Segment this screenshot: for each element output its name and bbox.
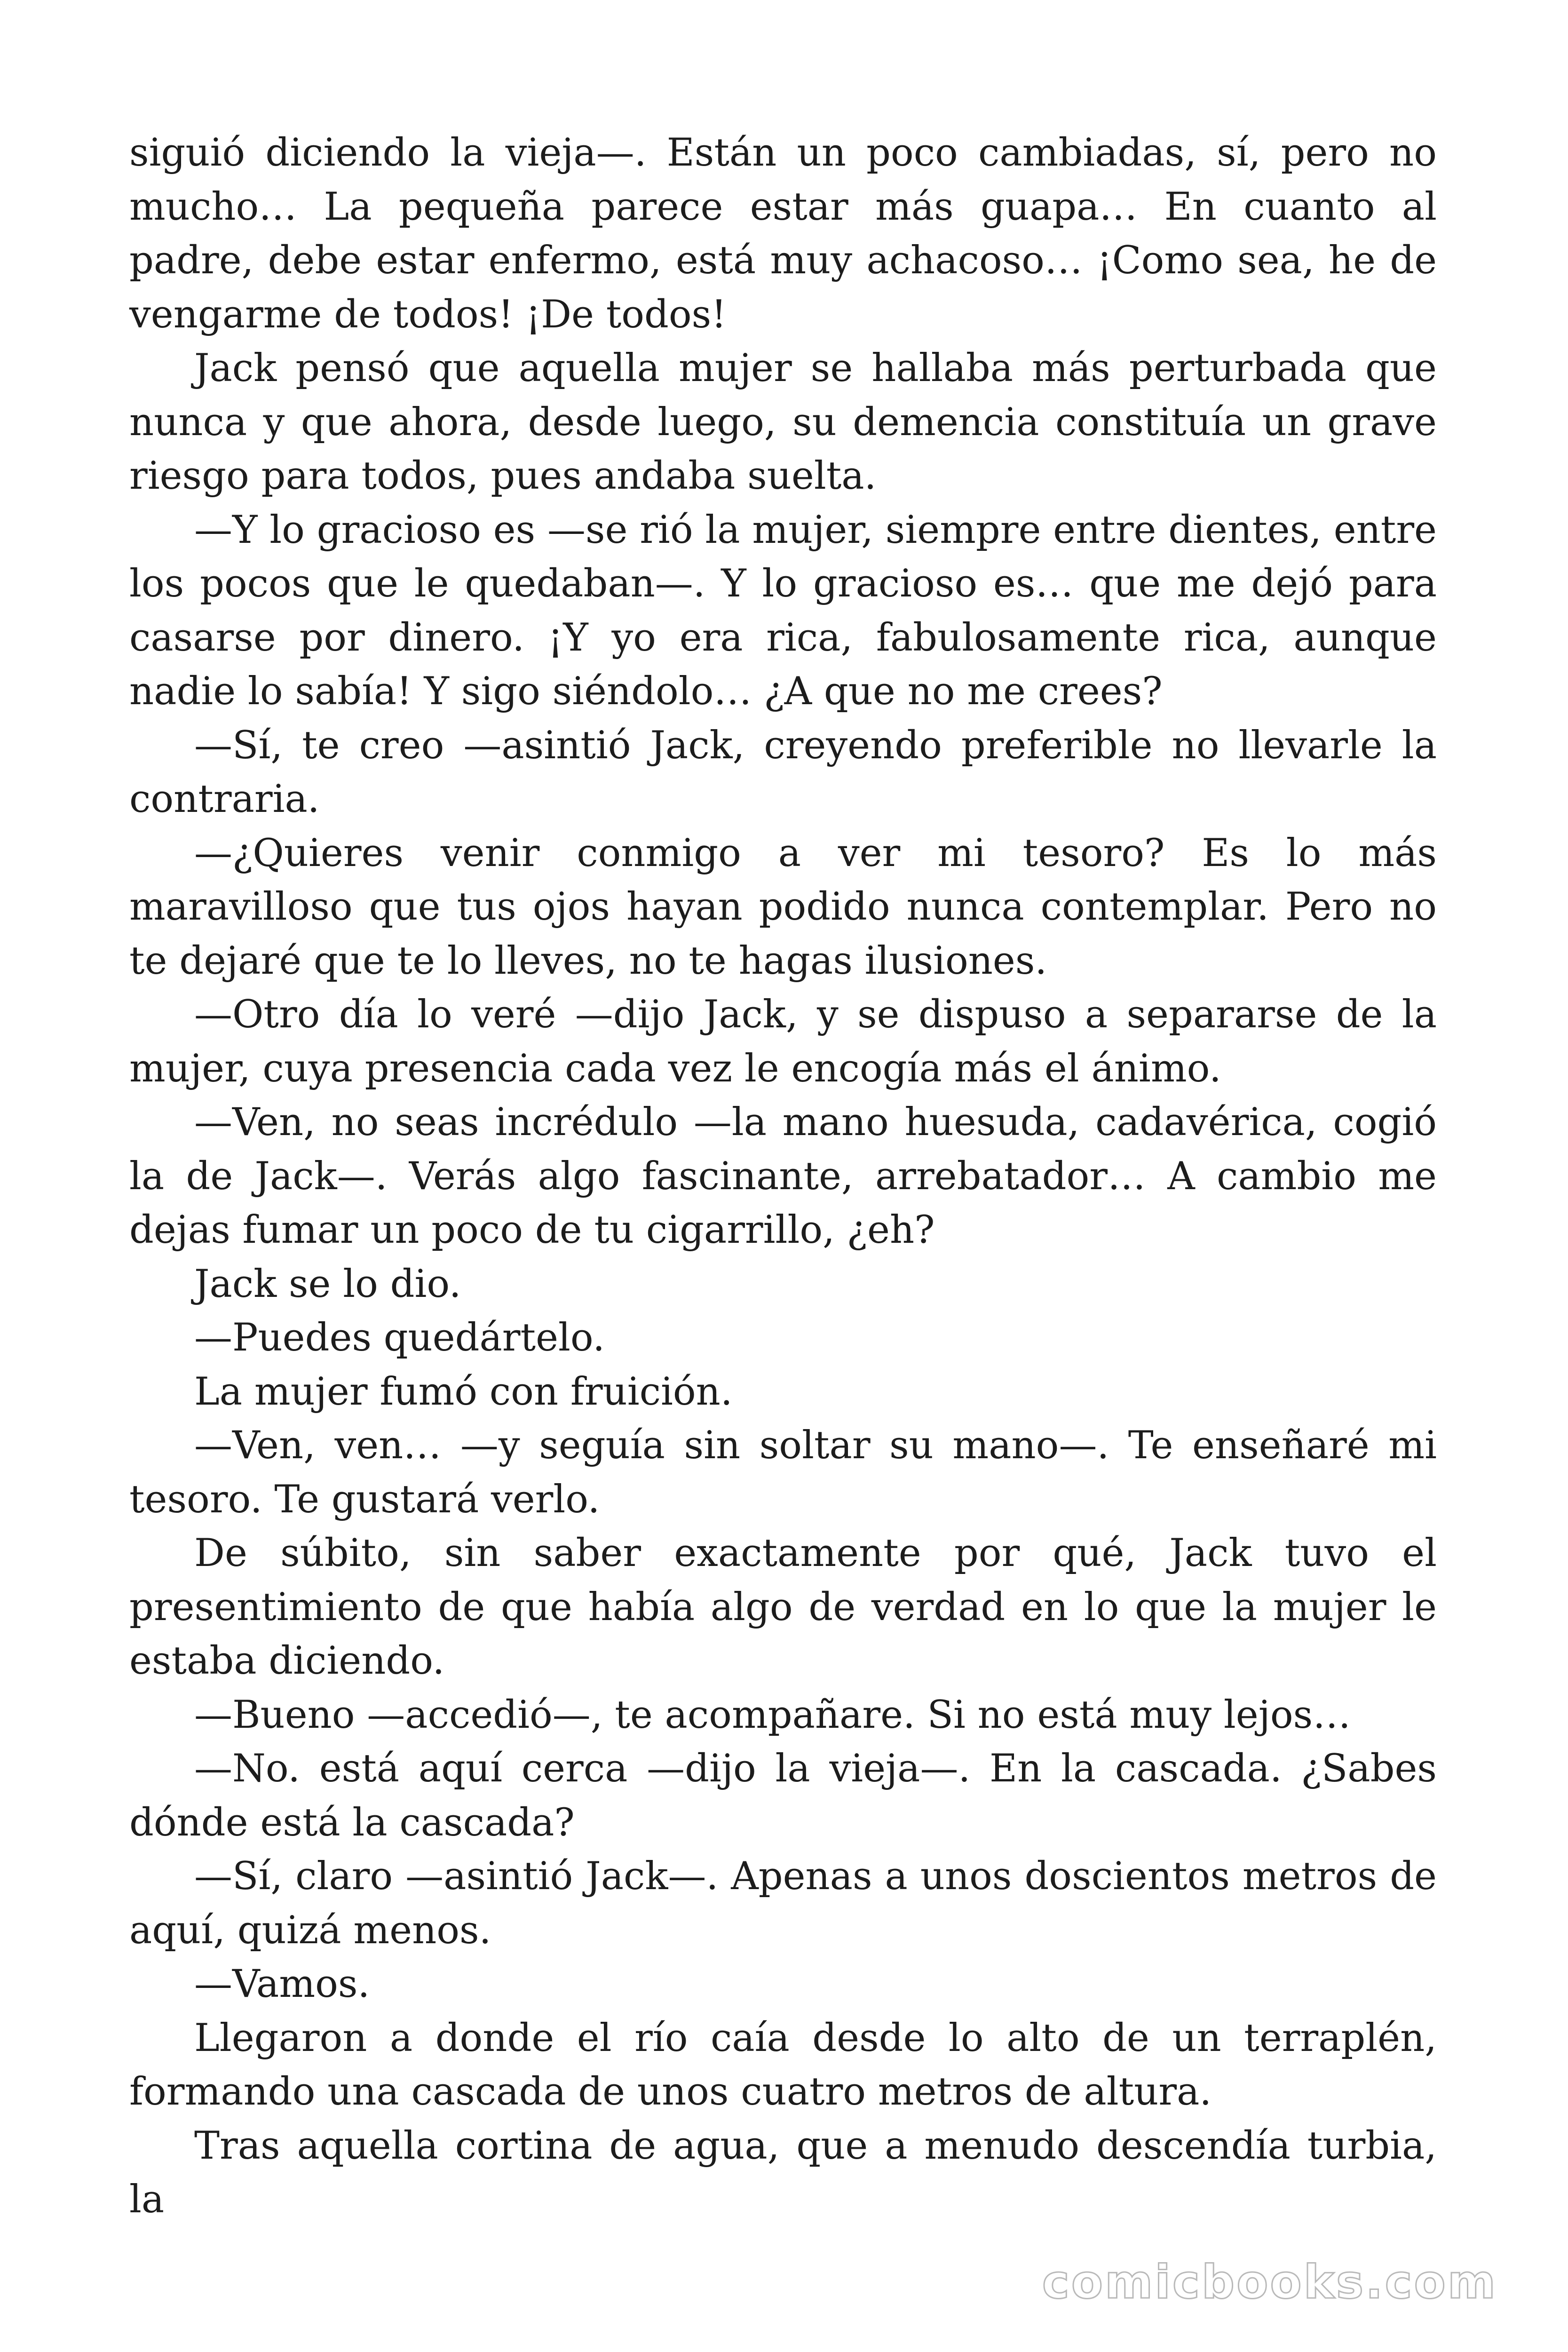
paragraph-13: —Bueno —accedió—, te acompañare. Si no está muy lejos… xyxy=(194,1692,1351,1737)
paragraph-16: —Vamos. xyxy=(194,1962,370,2006)
paragraph-9: —Puedes quedártelo. xyxy=(194,1316,605,1360)
paragraph-3: —Y lo gracioso es —se rió la mujer, siempre entre dientes, entre los pocos que le quedaban—. Y lo gracioso es… que me dejó para casarse por dinero. ¡Y yo era rica, fabulosamente rica, aunque nadie lo sabía! Y sigo siéndolo… ¿A que no me crees? xyxy=(129,508,1437,714)
paragraph-15: —Sí, claro —asintió Jack—. Apenas a unos doscientos metros de aquí, quizá menos. xyxy=(129,1854,1437,1953)
paragraph-11: —Ven, ven… —y seguía sin soltar su mano—. Te enseñaré mi tesoro. Te gustará verlo. xyxy=(129,1423,1437,1522)
paragraph-5: —¿Quieres venir conmigo a ver mi tesoro? Es lo más maravilloso que tus ojos hayan podido nunca contemplar. Pero no te dejaré que te lo lleves, no te hagas ilusiones. xyxy=(129,831,1437,983)
paragraph-12: De súbito, sin saber exactamente por qué, Jack tuvo el presentimiento de que había algo de verdad en lo que la mujer le estaba diciendo. xyxy=(129,1531,1437,1683)
paragraph-17: Llegaron a donde el río caía desde lo alto de un terraplén, formando una cascada de unos cuatro metros de altura. xyxy=(129,2016,1437,2114)
paragraph-18: Tras aquella cortina de agua, que a menudo descendía turbia, la xyxy=(129,2123,1437,2222)
paragraph-10: La mujer fumó con fruición. xyxy=(194,1369,733,1414)
paragraph-4: —Sí, te creo —asintió Jack, creyendo preferible no llevarle la contraria. xyxy=(129,723,1437,821)
page-text xyxy=(129,126,1437,2227)
paragraph-7: —Ven, no seas incrédulo —la mano huesuda, cadavérica, cogió la de Jack—. Verás algo fascinante, arrebatador… A cambio me dejas fumar un poco de tu cigarrillo, ¿eh? xyxy=(129,1100,1437,1252)
paragraph-8: Jack se lo dio. xyxy=(194,1262,461,1306)
paragraph-14: —No. está aquí cerca —dijo la vieja—. En la cascada. ¿Sabes dónde está la cascada? xyxy=(129,1747,1437,1845)
paragraph-6: —Otro día lo veré —dijo Jack, y se dispuso a separarse de la mujer, cuya presencia cada vez le encogía más el ánimo. xyxy=(129,993,1437,1091)
paragraph-2: Jack pensó que aquella mujer se hallaba más perturbada que nunca y que ahora, desde luego, su demencia constituía un grave riesgo para todos, pues andaba suelta. xyxy=(129,346,1437,498)
watermark-text: comicbooks.com xyxy=(1042,2256,1497,2309)
paragraph-1: siguió diciendo la vieja—. Están un poco cambiadas, sí, pero no mucho… La pequeña parece estar más guapa… En cuanto al padre, debe estar enfermo, está muy achacoso… ¡Como sea, he de vengarme de todos! ¡De todos! xyxy=(129,131,1437,337)
